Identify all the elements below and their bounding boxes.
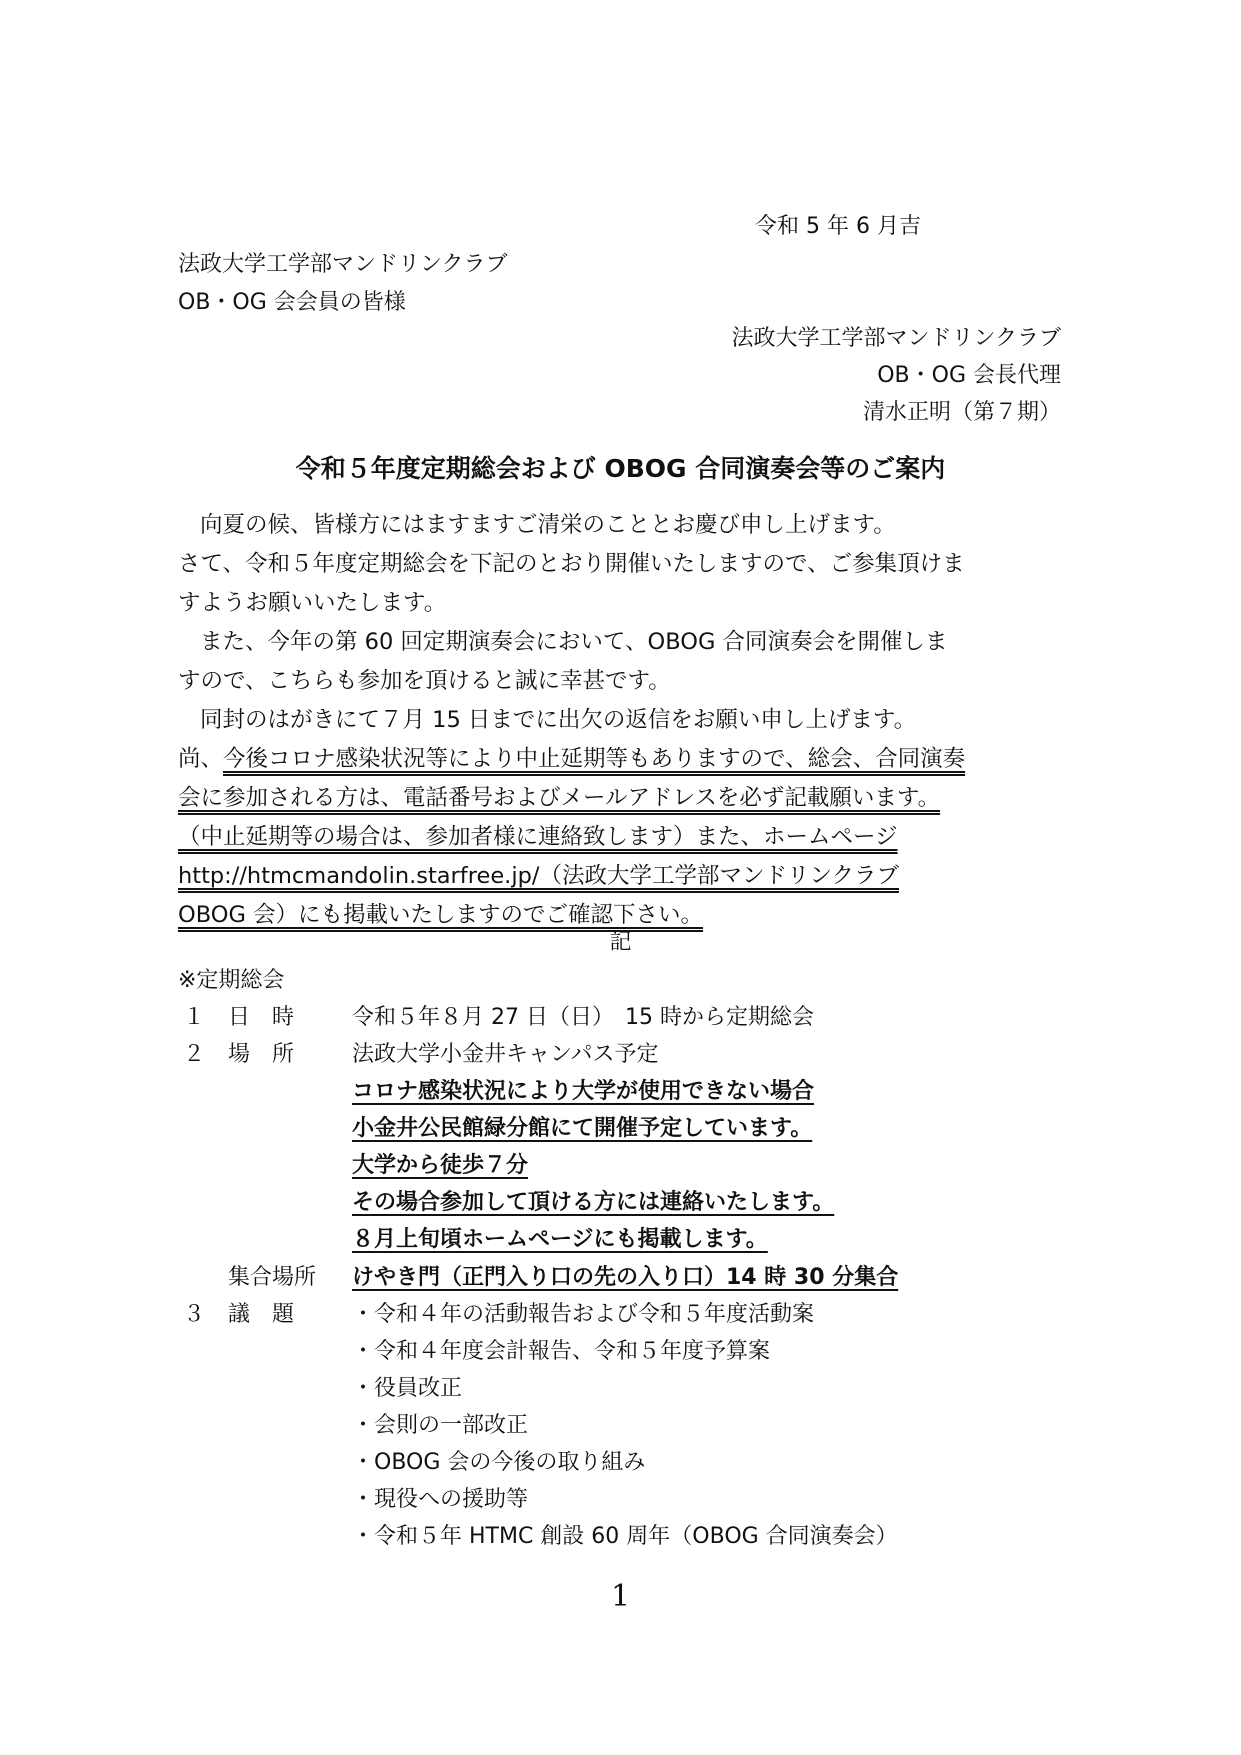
item-1-value: 令和５年８月 27 日（日） 15 時から定期総会 bbox=[352, 1005, 814, 1030]
sender-line-2: OB・OG 会長代理 bbox=[877, 363, 1061, 388]
body-p3-line1: また、今年の第 60 回定期演奏会において、OBOG 合同演奏会を開催しま bbox=[200, 629, 948, 655]
agenda-item-6: ・現役への援助等 bbox=[352, 1487, 529, 1512]
notice-url-line[interactable]: http://htmcmandolin.starfree.jp/（法政大学工学部マンドリンクラブ bbox=[178, 863, 899, 889]
place-note-1: コロナ感染状況により大学が使用できない場合 bbox=[352, 1079, 815, 1104]
notice-line-2: 会に参加される方は、電話番号およびメールアドレスを必ず記載願います。 bbox=[178, 785, 941, 811]
notice-line-3: （中止延期等の場合は、参加者様に連絡致します）また、ホームページ bbox=[178, 824, 898, 850]
section-header: ※定期総会 bbox=[178, 968, 285, 993]
body-p1: 向夏の候、皆様方にはますますご清栄のこととお慶び申し上げます。 bbox=[200, 512, 896, 538]
notice-line-1: 今後コロナ感染状況等により中止延期等もありますので、総会、合同演奏 bbox=[223, 746, 966, 772]
body-p5-line1 bbox=[178, 740, 1066, 779]
body-p3-line2: すので、こちらも参加を頂けると誠に幸甚です。 bbox=[178, 668, 671, 694]
document-title: 令和５年度定期総会および OBOG 合同演奏会等のご案内 bbox=[295, 454, 946, 483]
item-2-label: 場 所 bbox=[228, 1042, 295, 1067]
agenda-item-4: ・会則の一部改正 bbox=[352, 1413, 529, 1438]
agenda-item-7: ・令和５年 HTMC 創設 60 周年（OBOG 合同演奏会） bbox=[352, 1524, 898, 1549]
agenda-item-1: ・令和４年の活動報告および令和５年度活動案 bbox=[352, 1302, 815, 1327]
recipient-line-2: OB・OG 会会員の皆様 bbox=[178, 290, 406, 315]
agenda-item-3: ・役員改正 bbox=[352, 1376, 463, 1401]
body-p4: 同封のはがきにて７月 15 日までに出欠の返信をお願い申し上げます。 bbox=[200, 707, 917, 733]
agenda-item-2: ・令和４年度会計報告、令和５年度予算案 bbox=[352, 1339, 771, 1364]
item-3-number: ３ bbox=[183, 1302, 206, 1327]
ki-heading: 記 bbox=[609, 930, 632, 955]
item-1-label: 日 時 bbox=[228, 1005, 295, 1030]
place-note-2: 小金井公民館緑分館にて開催予定しています。 bbox=[352, 1116, 813, 1141]
body-text bbox=[178, 506, 1066, 935]
place-note-4: その場合参加して頂ける方には連絡いたします。 bbox=[352, 1190, 835, 1215]
item-3-label: 議 題 bbox=[228, 1302, 295, 1327]
recipient-line-1: 法政大学工学部マンドリンクラブ bbox=[178, 252, 508, 277]
document-date: 令和 5 年 6 月吉 bbox=[755, 214, 921, 239]
body-p5-prefix: 尚、 bbox=[178, 746, 224, 772]
place-note-3: 大学から徒歩７分 bbox=[352, 1153, 529, 1178]
meeting-point-label: 集合場所 bbox=[228, 1265, 317, 1290]
sender-line-1: 法政大学工学部マンドリンクラブ bbox=[731, 326, 1061, 351]
notice-line-5: OBOG 会）にも掲載いたしますのでご確認下さい。 bbox=[178, 902, 704, 928]
item-2-number: ２ bbox=[183, 1042, 206, 1067]
page-number: 1 bbox=[610, 1579, 631, 1614]
place-note-5: ８月上旬頃ホームページにも掲載します。 bbox=[352, 1227, 768, 1252]
sender-line-3: 清水正明（第７期） bbox=[862, 400, 1061, 425]
body-p2-line2: すようお願いいたします。 bbox=[178, 590, 447, 616]
meeting-point-value: けやき門（正門入り口の先の入り口）14 時 30 分集合 bbox=[352, 1265, 899, 1290]
item-1-number: １ bbox=[183, 1005, 206, 1030]
agenda-item-5: ・OBOG 会の今後の取り組み bbox=[352, 1450, 646, 1475]
body-p2-line1: さて、令和５年度定期総会を下記のとおり開催いたしますので、ご参集頂けま bbox=[178, 551, 965, 577]
item-2-value: 法政大学小金井キャンパス予定 bbox=[352, 1042, 659, 1067]
